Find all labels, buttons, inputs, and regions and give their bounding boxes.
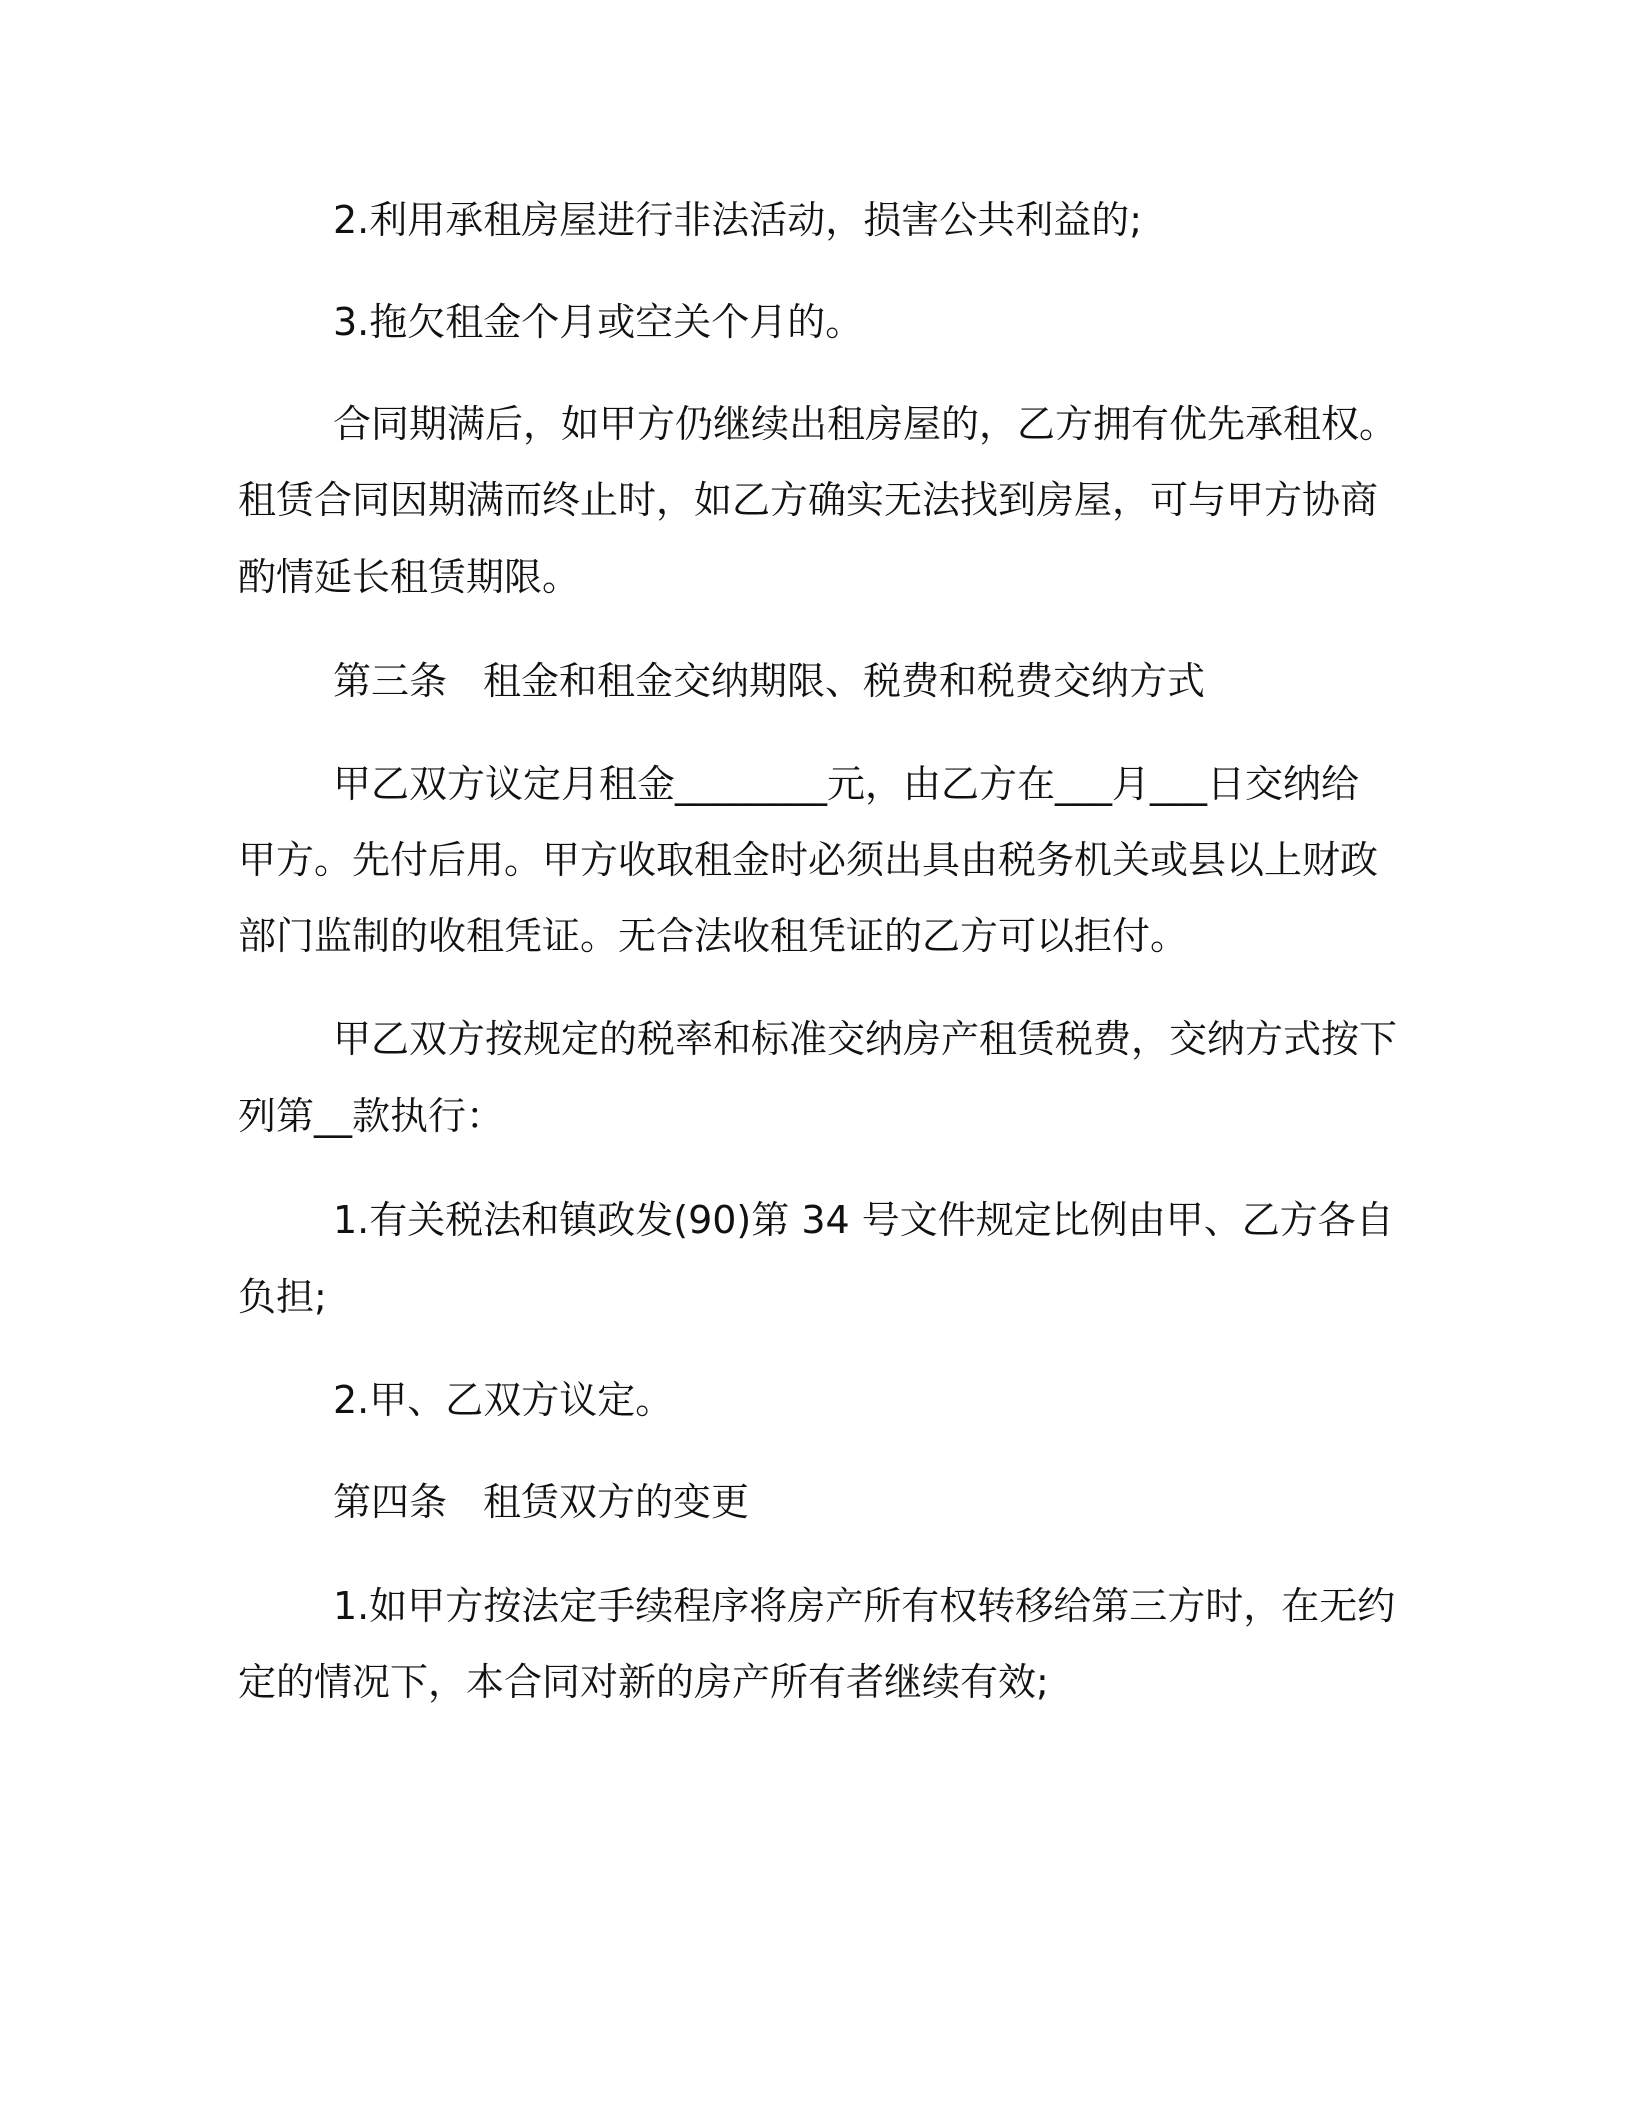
tax-item-1-line-1: 1.有关税法和镇政发(90)第 34 号文件规定比例由甲、乙方各自 bbox=[333, 1198, 1394, 1242]
tax-item-1-line-2: 负担; bbox=[238, 1275, 327, 1319]
article-3-number: 第三条 bbox=[333, 659, 448, 703]
paragraph-rent-line-3: 部门监制的收租凭证。无合法收租凭证的乙方可以拒付。 bbox=[238, 914, 1189, 958]
change-item-1-line-1: 1.如甲方按法定手续程序将房产所有权转移给第三方时，在无约 bbox=[333, 1584, 1396, 1628]
change-item-1-line-2: 定的情况下，本合同对新的房产所有者继续有效; bbox=[238, 1660, 1049, 1704]
clause-item-2: 2.利用承租房屋进行非法活动，损害公共利益的; bbox=[333, 198, 1143, 242]
article-4-title: 租赁双方的变更 bbox=[483, 1480, 750, 1524]
article-4-number: 第四条 bbox=[333, 1480, 448, 1524]
paragraph-rent-line-1: 甲乙双方议定月租金________元，由乙方在___月___日交纳给 bbox=[333, 762, 1360, 806]
article-3-heading bbox=[333, 657, 1205, 705]
tax-item-2: 2.甲、乙双方议定。 bbox=[333, 1378, 674, 1422]
article-3-title: 租金和租金交纳期限、税费和税费交纳方式 bbox=[483, 659, 1206, 703]
paragraph-tax-line-1: 甲乙双方按规定的税率和标准交纳房产租赁税费，交纳方式按下 bbox=[333, 1017, 1398, 1061]
paragraph-rent-line-2: 甲方。先付后用。甲方收取租金时必须出具由税务机关或县以上财政 bbox=[238, 838, 1379, 882]
paragraph-renewal-line-3: 酌情延长租赁期限。 bbox=[238, 555, 581, 599]
article-4-heading bbox=[333, 1478, 749, 1526]
paragraph-tax-line-2: 列第__款执行： bbox=[238, 1094, 505, 1138]
paragraph-renewal-line-2: 租赁合同因期满而终止时，如乙方确实无法找到房屋，可与甲方协商 bbox=[238, 478, 1379, 522]
clause-item-3: 3.拖欠租金个月或空关个月的。 bbox=[333, 300, 864, 344]
paragraph-renewal-line-1: 合同期满后，如甲方仍继续出租房屋的，乙方拥有优先承租权。 bbox=[333, 402, 1398, 446]
